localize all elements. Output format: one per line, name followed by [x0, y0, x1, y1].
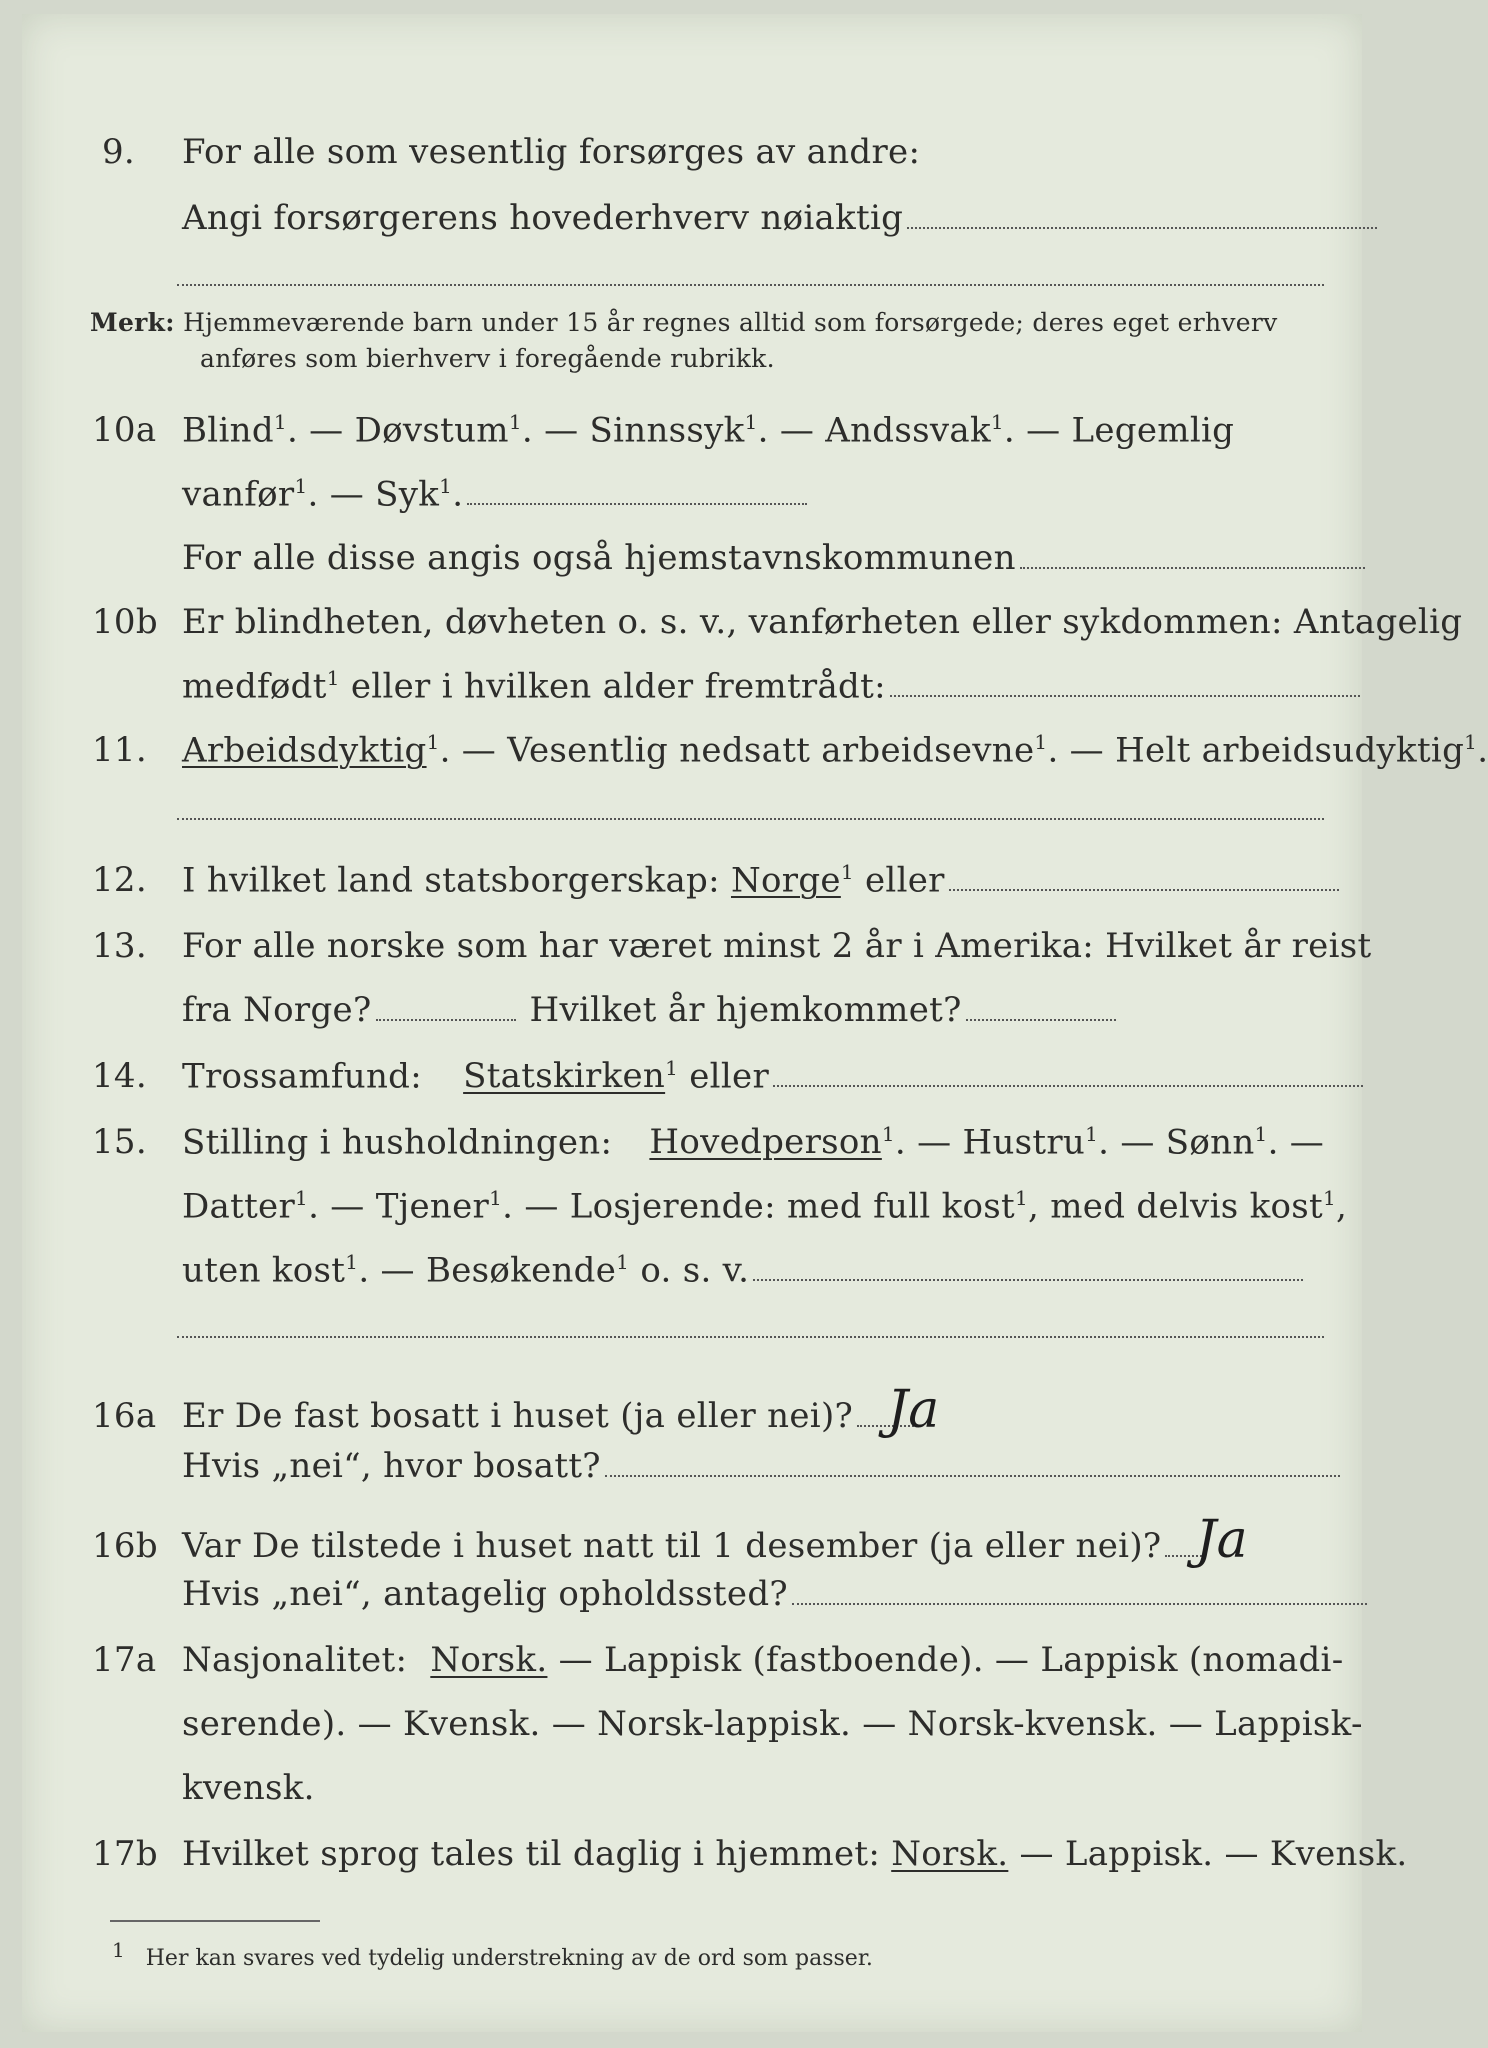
q16a-text: Er De fast bosatt i huset (ja eller nei)? — [182, 1396, 854, 1436]
q11-udyktig: Helt arbeidsudyktig — [1115, 730, 1465, 771]
q13-number: 13. — [92, 926, 147, 966]
q12-answer-line[interactable] — [949, 889, 1339, 891]
q16b-handwritten-answer: Ja — [1195, 1510, 1248, 1570]
q10a-andssvak: Andssvak — [825, 410, 991, 451]
q17a-norsk: Norsk. — [430, 1640, 548, 1680]
q9-answer-line[interactable] — [907, 227, 1377, 229]
q10a-legemlig: Legemlig — [1071, 410, 1235, 451]
q11-nedsatt: Vesentlig nedsatt arbeidsevne — [507, 730, 1035, 771]
footnote-rule — [110, 1920, 320, 1922]
q16b-opholdssted-label: Hvis „nei“, antagelig opholdssted? — [182, 1574, 788, 1614]
q10b-line2: medfødt$^1$ eller i hvilken alder fremtrådt: — [182, 666, 1360, 706]
q17b-options: — Lappisk. — Kvensk. — [1019, 1834, 1408, 1874]
q10b-answer-line[interactable] — [890, 695, 1360, 697]
q15-answer-line-2[interactable] — [177, 1336, 1324, 1338]
q10a-dovstum: Døvstum — [354, 410, 509, 451]
q15-hustru: Hustru — [962, 1122, 1086, 1163]
q17a-options-1: — Lappisk (fastboende). — Lappisk (nomadi- — [558, 1640, 1344, 1680]
q10b-number: 10b — [92, 602, 158, 642]
q13-reist-label: fra Norge? — [182, 990, 372, 1030]
q9-number: 9. — [102, 132, 136, 172]
q16a-bosatt-label: Hvis „nei“, hvor bosatt? — [182, 1446, 601, 1486]
q15-sonn: Sønn — [1165, 1122, 1255, 1163]
q13-line2 — [182, 990, 1116, 1030]
q10a-hjemstavn-label: For alle disse angis også hjemstavnskommunen — [182, 538, 1016, 578]
q16b-text: Var De tilstede i huset natt til 1 desember (ja eller nei)? — [182, 1526, 1162, 1566]
q13-hjem-answer-line[interactable] — [966, 1019, 1116, 1021]
q15-line2: Datter$^1$. — Tjener$^1$. — Losjerende: med full kost$^1$, med delvis kost$^1$, — [182, 1186, 1348, 1227]
q15-besokende: Besøkende — [425, 1250, 617, 1291]
q15-osv: o. s. v. — [640, 1250, 750, 1291]
q17a-text: Nasjonalitet: — [182, 1640, 408, 1680]
q13-text: For alle norske som har været minst 2 år i Amerika: Hvilket år reist — [182, 926, 1372, 966]
q10a-sinnssyk: Sinnssyk — [589, 410, 745, 451]
q15-full-kost: med full kost — [786, 1186, 1016, 1227]
q9-provider-occupation-label: Angi forsørgerens hovederhverv nøiaktig — [182, 198, 904, 238]
q11-answer-line[interactable] — [177, 818, 1324, 820]
q14-number: 14. — [92, 1056, 147, 1097]
q11-arbeidsdyktig: Arbeidsdyktig — [182, 730, 427, 771]
q12-norge: Norge — [730, 860, 841, 901]
q16a-line2 — [182, 1446, 1340, 1486]
q15-text: Stilling i husholdningen: — [182, 1122, 613, 1163]
merk-line1 — [90, 308, 1278, 337]
census-form-page — [22, 14, 1488, 2032]
q17a-number: 17a — [92, 1640, 157, 1680]
q10a-number: 10a — [92, 410, 157, 451]
q10a-line2: vanfør$^1$. — Syk$^1$. — [182, 474, 807, 514]
q10a-syk: Syk — [375, 474, 440, 515]
q17b-line — [92, 1834, 1407, 1874]
q15-delvis-kost: med delvis kost — [1050, 1186, 1323, 1227]
q15-losjerende: Losjerende: — [569, 1186, 776, 1227]
q10b-alder-label: eller i hvilken alder fremtrådt: — [350, 666, 886, 707]
q15-line3: uten kost$^1$. — Besøkende$^1$ o. s. v. — [182, 1250, 1303, 1290]
merk-label: Merk: — [90, 308, 175, 337]
q12-line: 12. I hvilket land statsborgerskap: Norge$^1$ eller — [92, 860, 1339, 900]
q16b-line1 — [92, 1510, 1248, 1570]
q10b-medfodt: medfødt — [182, 666, 327, 707]
q10b-text: Er blindheten, døvheten o. s. v., vanførheten eller sykdommen: Antagelig — [182, 602, 1463, 642]
q9-line2 — [182, 198, 1377, 238]
q10a-vanfor: vanfør — [182, 474, 295, 515]
q14-text: Trossamfund: — [182, 1056, 423, 1097]
footnote-text: Her kan svares ved tydelig understrekning av de ord som passer. — [145, 1946, 873, 1972]
q14-statskirken: Statskirken — [463, 1056, 666, 1097]
merk-text-1: Hjemmeværende barn under 15 år regnes alltid som forsørgede; deres eget erhverv — [183, 308, 1278, 337]
q10a-hjemstavn-answer-line[interactable] — [1020, 567, 1365, 569]
merk-line2: anføres som bierhverv i foregående rubrikk. — [200, 344, 775, 373]
q12-number: 12. — [92, 860, 147, 901]
q13-reist-answer-line[interactable] — [376, 1019, 516, 1021]
footnote-mark: 1 — [112, 1938, 125, 1962]
q17b-norsk: Norsk. — [891, 1834, 1009, 1874]
q11-number: 11. — [92, 730, 147, 771]
q10b-line1 — [92, 602, 1462, 642]
q9-answer-line-2[interactable] — [177, 284, 1324, 286]
q15-datter: Datter — [182, 1186, 296, 1227]
q13-line1 — [92, 926, 1371, 966]
q17a-line3: kvensk. — [182, 1768, 315, 1808]
q10a-line1: 10a Blind$^1$. — Døvstum$^1$. — Sinnssyk$^1$. — Andssvak$^1$. — Legemlig — [92, 410, 1235, 451]
q16a-line1 — [92, 1380, 940, 1440]
q12-eller: eller — [864, 860, 945, 901]
q16b-number: 16b — [92, 1526, 158, 1566]
q15-number: 15. — [92, 1122, 147, 1163]
q17a-line1 — [92, 1640, 1344, 1680]
q17b-number: 17b — [92, 1834, 158, 1874]
q15-tjener: Tjener — [375, 1186, 490, 1227]
q16a-number: 16a — [92, 1396, 157, 1436]
q16a-bosatt-answer-line[interactable] — [605, 1475, 1340, 1477]
q15-line1: 15. Stilling i husholdningen: Hovedperson$^1$. — Hustru$^1$. — Sønn$^1$. — — [92, 1122, 1325, 1163]
q10a-syk-answer-line[interactable] — [467, 503, 807, 505]
q13-hjem-label: Hvilket år hjemkommet? — [529, 990, 962, 1030]
footnote — [112, 1938, 873, 1971]
q9-text: For alle som vesentlig forsørges av andre: — [182, 132, 921, 172]
q14-eller: eller — [689, 1056, 770, 1097]
q15-uten-kost: uten kost — [182, 1250, 346, 1291]
q16a-handwritten-answer: Ja — [887, 1380, 940, 1440]
q14-answer-line[interactable] — [773, 1085, 1363, 1087]
q15-answer-line[interactable] — [753, 1279, 1303, 1281]
q10a-blind: Blind — [182, 410, 274, 451]
q16b-line2 — [182, 1574, 1367, 1614]
q14-line: 14. Trossamfund: Statskirken$^1$ eller — [92, 1056, 1363, 1096]
q11-line: 11. Arbeidsdyktig$^1$. — Vesentlig nedsatt arbeidsevne$^1$. — Helt arbeidsudyktig$^1$. — [92, 730, 1488, 771]
q16b-opholdssted-answer-line[interactable] — [792, 1603, 1367, 1605]
q12-text: I hvilket land statsborgerskap: — [182, 860, 720, 901]
q9-line1 — [102, 132, 920, 172]
q15-hovedperson: Hovedperson — [649, 1122, 882, 1163]
q10a-line3 — [182, 538, 1365, 578]
q17a-line2: serende). — Kvensk. — Norsk-lappisk. — Norsk-kvensk. — Lappisk- — [182, 1704, 1363, 1744]
q17b-text: Hvilket sprog tales til daglig i hjemmet: — [182, 1834, 881, 1874]
